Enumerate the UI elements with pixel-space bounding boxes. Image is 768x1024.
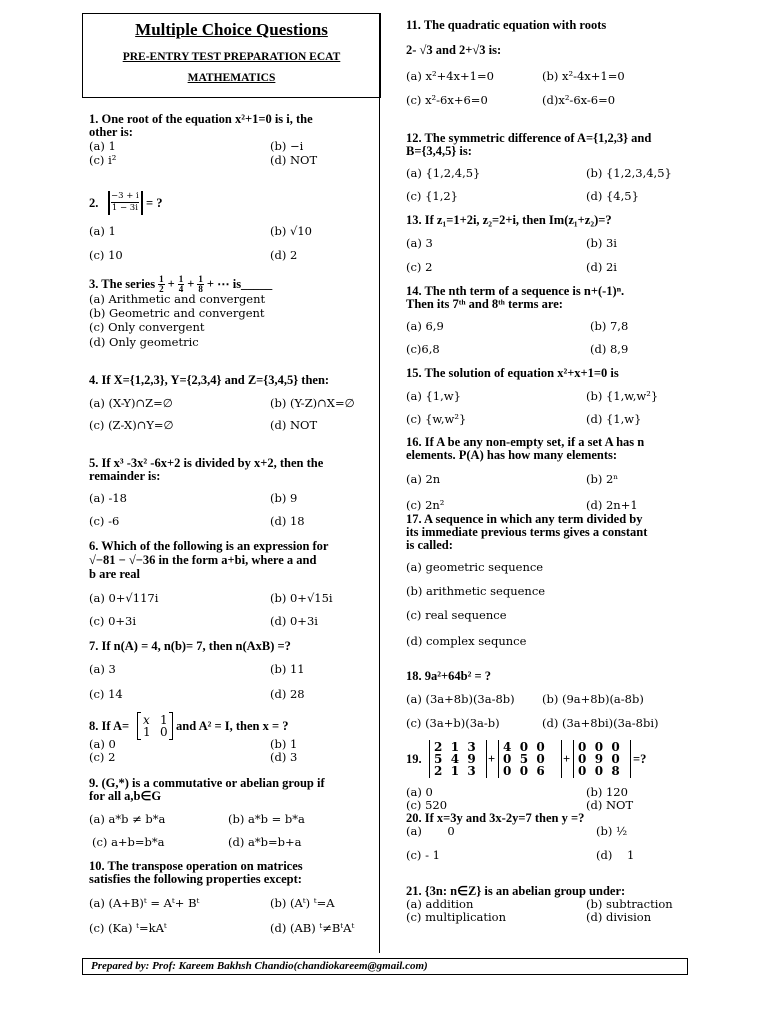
option-c[interactable]: (c) a+b=b*a — [92, 835, 165, 849]
option-c[interactable]: (c) 14 — [89, 687, 123, 701]
question-lead: 8. If A= — [89, 719, 130, 733]
question-text: 11. The quadratic equation with roots — [406, 18, 607, 32]
option-b[interactable]: (b) 9 — [270, 491, 298, 505]
option-d[interactable]: (d)x²-6x-6=0 — [542, 93, 616, 107]
matrix-cell: 1 — [143, 725, 151, 739]
option-d[interactable]: (d) NOT — [270, 153, 318, 167]
option-b[interactable]: (b) {1,w,w²} — [586, 389, 659, 403]
header-box — [82, 13, 381, 98]
option-b[interactable]: (b) x²-4x+1=0 — [542, 69, 625, 83]
det-row: 0 5 0 — [503, 752, 545, 766]
option-d[interactable]: (d) 8,9 — [590, 342, 629, 356]
matrix-cell: 0 — [160, 725, 168, 739]
option-a[interactable]: (a) (3a+8b)(3a-8b) — [406, 692, 515, 706]
det-row: 2 1 3 — [434, 740, 476, 754]
option-b[interactable]: (b) ½ — [596, 824, 628, 838]
frac-bottom: 8 — [198, 284, 203, 294]
frac-bottom: 4 — [178, 284, 184, 294]
question-text: remainder is: — [89, 469, 161, 483]
determinant-3 — [573, 740, 631, 778]
option-b[interactable]: (b) √10 — [270, 224, 312, 238]
option-c[interactable]: (c) real sequence — [406, 608, 507, 622]
option-d[interactable]: (d) {4,5} — [586, 189, 639, 203]
question-text: B={3,4,5} is: — [406, 144, 472, 158]
matrix-cell: 1 — [160, 713, 168, 727]
option-c[interactable]: (c) (Ka) ᵗ=kAᵗ — [89, 921, 167, 935]
option-c[interactable]: (c) i² — [89, 153, 117, 167]
question-text: 17. A sequence in which any term divided by — [406, 512, 643, 526]
option-b[interactable]: (b) 1 — [270, 737, 298, 751]
question-text: 21. {3n: n∈Z} is an abelian group under: — [406, 884, 626, 898]
option-d[interactable]: (d) 18 — [270, 514, 305, 528]
det-row: 0 9 0 — [578, 752, 620, 766]
question-text: 6. Which of the following is an expression for — [89, 539, 329, 553]
option-d[interactable]: (d) a*b=b+a — [228, 835, 302, 849]
option-a[interactable]: (a) a*b ≠ b*a — [89, 812, 166, 826]
question-text: other is: — [89, 125, 133, 139]
det-row: 0 0 0 — [578, 740, 620, 754]
option-c[interactable]: (c) 2n² — [406, 498, 445, 512]
question-text: satisfies the following properties except: — [89, 872, 302, 886]
matrix-a — [137, 713, 173, 739]
option-c[interactable]: (c) 0+3i — [89, 614, 137, 628]
question-text: for all a,b∈G — [89, 789, 162, 803]
page-title: Multiple Choice Questions — [135, 20, 328, 39]
question-text: √−81 − √−36 in the form a+bi, where a and — [89, 553, 317, 567]
option-c[interactable]: (c) 520 — [406, 798, 448, 812]
det-row: 5 4 9 — [434, 752, 476, 766]
det-row: 0 0 8 — [578, 764, 620, 778]
det-row: 4 0 0 — [503, 740, 545, 754]
question-text: Then its 7ᵗʰ and 8ᵗʰ terms are: — [406, 297, 563, 311]
option-b[interactable]: (b) arithmetic sequence — [406, 584, 546, 598]
option-b[interactable]: (b) a*b = b*a — [228, 812, 305, 826]
option-c[interactable]: (c) x²-6x+6=0 — [406, 93, 488, 107]
option-c[interactable]: (c) - 1 — [406, 848, 440, 862]
det-row: 0 0 6 — [503, 764, 545, 778]
question-text: 13. If z₁=1+2i, z₂=2+i, then Im(z₁+z₂)=? — [406, 213, 612, 227]
column-divider — [379, 13, 380, 953]
option-b[interactable]: (b) 3i — [586, 236, 617, 250]
question-text: 10. The transpose operation on matrices — [89, 859, 303, 873]
footer-credit: Prepared by: Prof: Kareem Bakhsh Chandio(chandiokareem@gmail.com) — [91, 960, 428, 972]
question-text: 18. 9a²+64b² = ? — [406, 669, 491, 683]
option-c[interactable]: (c) 10 — [89, 248, 123, 262]
page-subtitle: PRE-ENTRY TEST PREPARATION ECAT — [122, 51, 341, 63]
option-d[interactable]: (d) 0+3i — [270, 614, 318, 628]
option-d[interactable]: (d) Only geometric — [89, 335, 199, 349]
option-a[interactable]: (a) 0 — [406, 785, 433, 799]
option-d[interactable]: (d) 2 — [270, 248, 298, 262]
question-text: its immediate previous terms gives a constant — [406, 525, 648, 539]
option-a[interactable]: (a) 0 — [406, 824, 455, 838]
question-end: =? — [633, 752, 647, 766]
footer-box — [82, 958, 688, 975]
question-text: 5. If x³ -3x² -6x+2 is divided by x+2, then the — [89, 456, 324, 470]
option-a[interactable]: (a) addition — [406, 897, 474, 911]
question-text: 2- √3 and 2+√3 is: — [406, 43, 502, 57]
option-a[interactable]: (a) 0+√117i — [89, 591, 159, 605]
abs-fraction — [111, 191, 139, 214]
option-a[interactable]: (a) 0 — [89, 737, 116, 751]
question-number: 2. — [89, 196, 99, 210]
option-b[interactable]: (b) 2ⁿ — [586, 472, 619, 486]
matrix-cell: x — [143, 713, 150, 727]
option-d[interactable]: (d) (AB) ᵗ≠BᵗAᵗ — [270, 921, 355, 935]
det-row: 2 1 3 — [434, 764, 476, 778]
option-a[interactable]: (a) (A+B)ᵗ = Aᵗ+ Bᵗ — [89, 896, 200, 910]
option-d[interactable]: (d) (3a+8bi)(3a-8bi) — [542, 716, 659, 730]
option-a[interactable]: (a) 3 — [89, 662, 116, 676]
option-c[interactable]: (c) (3a+b)(3a-b) — [406, 716, 500, 730]
option-d[interactable]: (d) NOT — [586, 798, 634, 812]
determinant-1 — [429, 740, 487, 778]
option-b[interactable]: (b) 120 — [586, 785, 628, 799]
option-d[interactable]: (d) 2n+1 — [586, 498, 638, 512]
option-a[interactable]: (a) {1,w} — [406, 389, 461, 403]
question-text: elements. P(A) has how many elements: — [406, 448, 618, 462]
option-d[interactable]: (d) 2i — [586, 260, 617, 274]
option-b[interactable]: (b) −i — [270, 139, 304, 153]
abs-bar-left — [108, 191, 110, 215]
option-d[interactable]: (d) 3 — [270, 750, 298, 764]
option-d[interactable]: (d) {1,w} — [586, 412, 642, 426]
subject-heading: MATHEMATICS — [187, 72, 276, 84]
option-a[interactable]: (a) 1 — [89, 139, 116, 153]
frac-bottom: 2 — [159, 284, 164, 294]
fraction-numerator: −3 + i — [111, 191, 139, 201]
option-d[interactable]: (d) division — [586, 910, 652, 924]
question-text: 1. One root of the equation x²+1=0 is i, the — [89, 112, 313, 126]
option-b[interactable]: (b) 11 — [270, 662, 305, 676]
option-c[interactable]: (c) Only convergent — [89, 320, 205, 334]
option-a[interactable]: (a) 2n — [406, 472, 441, 486]
question-text: b are real — [89, 567, 140, 581]
option-b[interactable]: (b) (Y-Z)∩X=∅ — [270, 396, 355, 410]
question-text: 16. If A be any non-empty set, if a set A has n — [406, 435, 645, 449]
option-c[interactable]: (c) -6 — [89, 514, 120, 528]
option-b[interactable]: (b) {1,2,3,4,5} — [586, 166, 672, 180]
question-text: 20. If x=3y and 3x-2y=7 then y =? — [406, 811, 585, 825]
option-c[interactable]: (c) {w,w²} — [406, 412, 467, 426]
question-text: 14. The nth term of a sequence is n+(-1)ⁿ. — [406, 284, 625, 298]
option-a[interactable]: (a) {1,2,4,5} — [406, 166, 481, 180]
option-c[interactable]: (c) (Z-X)∩Y=∅ — [89, 418, 174, 432]
option-d[interactable]: (d) 28 — [270, 687, 305, 701]
option-c[interactable]: (c)6,8 — [406, 342, 440, 356]
question-tail: and A² = I, then x = ? — [176, 719, 289, 733]
option-a[interactable]: (a) (X-Y)∩Z=∅ — [89, 396, 173, 410]
frac-top: 1 — [178, 274, 184, 284]
option-d[interactable]: (d) 1 — [596, 848, 635, 862]
option-b[interactable]: (b) (Aᵗ) ᵗ=A — [270, 896, 335, 910]
question-text: 15. The solution of equation x²+x+1=0 is — [406, 366, 619, 380]
option-a[interactable]: (a) 3 — [406, 236, 433, 250]
question-text: 9. (G,*) is a commutative or abelian group if — [89, 776, 325, 790]
plus-sign: + — [563, 752, 571, 766]
option-a[interactable]: (a) 1 — [89, 224, 116, 238]
option-b[interactable]: (b) Geometric and convergent — [89, 306, 265, 320]
question-number: 19. — [406, 752, 422, 766]
determinant-2 — [498, 740, 562, 778]
question-text: 3. The series $\frac{1}{2}$ + $\frac{1}{4}$ + $\frac{1}{8}$ + ⋯ is_____ — [89, 274, 273, 294]
series-tail: + ⋯ is_____ — [206, 277, 273, 291]
option-a[interactable]: (a) x²+4x+1=0 — [406, 69, 494, 83]
question-end: = ? — [146, 196, 163, 210]
option-b[interactable]: (b) subtraction — [586, 897, 673, 911]
option-a[interactable]: (a) geometric sequence — [406, 560, 544, 574]
question-text: is called: — [406, 538, 453, 552]
series-lead: 3. The series — [89, 277, 156, 291]
option-c[interactable]: (c) multiplication — [406, 910, 507, 924]
fraction-denominator: 1 − 3i — [111, 203, 138, 213]
frac-top: 1 — [198, 274, 203, 284]
option-b[interactable]: (b) 7,8 — [590, 319, 629, 333]
option-b[interactable]: (b) (9a+8b)(a-8b) — [542, 692, 644, 706]
plus-sign: + — [488, 752, 496, 766]
question-text: 12. The symmetric difference of A={1,2,3} and — [406, 131, 652, 145]
option-a[interactable]: (a) Arithmetic and convergent — [89, 292, 266, 306]
abs-bar-right — [141, 191, 143, 215]
question-text: 4. If X={1,2,3}, Y={2,3,4} and Z={3,4,5} then: — [89, 373, 330, 387]
frac-top: 1 — [159, 274, 164, 284]
option-b[interactable]: (b) 0+√15i — [270, 591, 333, 605]
option-c[interactable]: (c) {1,2} — [406, 189, 458, 203]
option-a[interactable]: (a) -18 — [89, 491, 128, 505]
option-a[interactable]: (a) 6,9 — [406, 319, 444, 333]
question-text: 7. If n(A) = 4, n(b)= 7, then n(AxB) =? — [89, 639, 291, 653]
option-d[interactable]: (d) NOT — [270, 418, 318, 432]
option-d[interactable]: (d) complex sequnce — [406, 634, 527, 648]
option-c[interactable]: (c) 2 — [89, 750, 116, 764]
option-c[interactable]: (c) 2 — [406, 260, 433, 274]
